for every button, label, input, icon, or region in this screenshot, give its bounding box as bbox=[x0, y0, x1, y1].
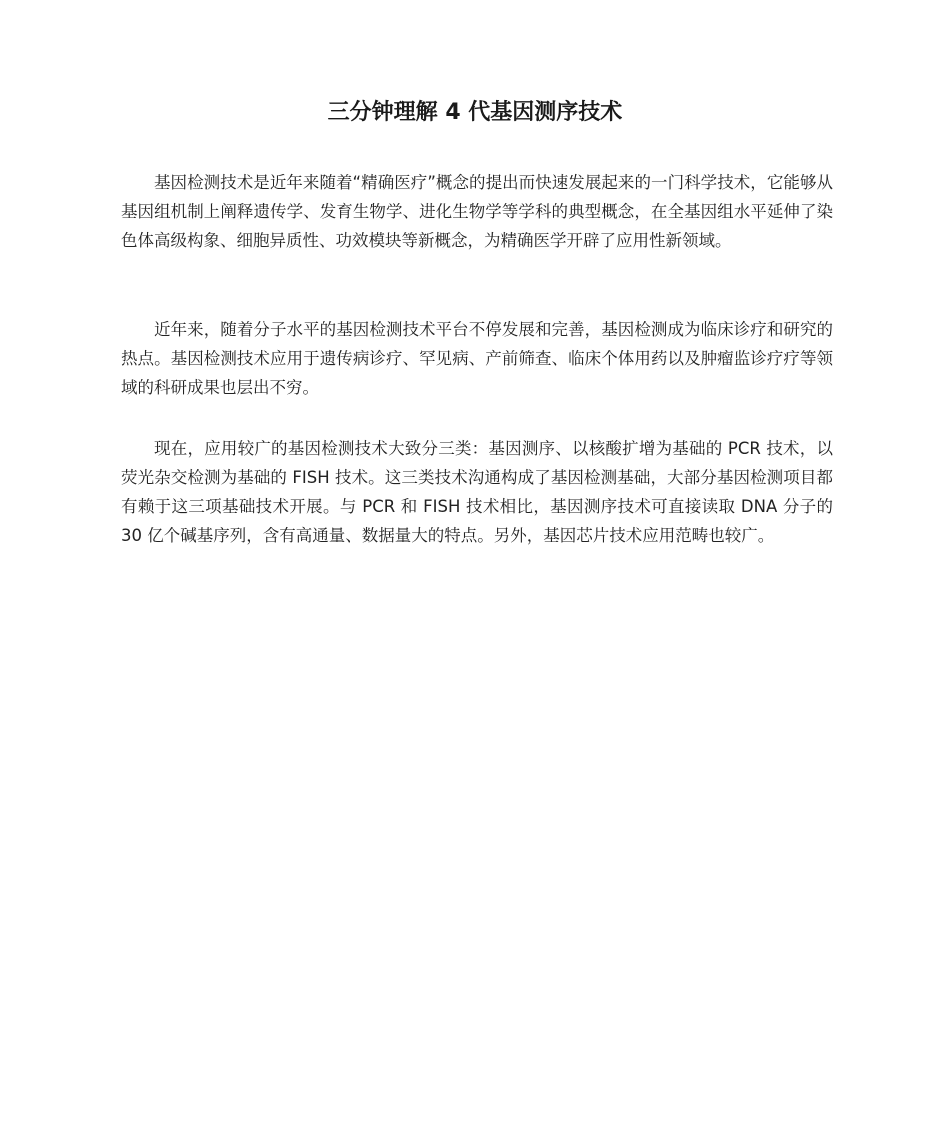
paragraph-3: 现在，应用较广的基因检测技术大致分三类：基因测序、以核酸扩增为基础的 PCR 技术，以荧光杂交检测为基础的 FISH 技术。这三类技术沟通构成了基因检测基础，大部分基因检测项目都有赖于这三项基础技术开展。与 PCR 和 FISH 技术相比，基因测序技术可直接读取 DNA 分子的 30 亿个碱基序列，含有高通量、数据量大的特点。另外，基因芯片技术应用范畴也较广。 bbox=[121, 439, 833, 545]
document-title: 三分钟理解 4 代基因测序技术 bbox=[327, 100, 623, 125]
paragraph-1: 基因检测技术是近年来随着“精确医疗”概念的提出而快速发展起来的一门科学技术，它能够从基因组机制上阐释遗传学、发育生物学、进化生物学等学科的典型概念，在全基因组水平延伸了染色体高级构象、细胞异质性、功效模块等新概念，为精确医学开辟了应用性新领域。 bbox=[121, 173, 833, 250]
paragraph-2: 近年来，随着分子水平的基因检测技术平台不停发展和完善，基因检测成为临床诊疗和研究的热点。基因检测技术应用于遗传病诊疗、罕见病、产前筛查、临床个体用药以及肿瘤监诊疗疗等领域的科研成果也层出不穷。 bbox=[121, 320, 833, 397]
